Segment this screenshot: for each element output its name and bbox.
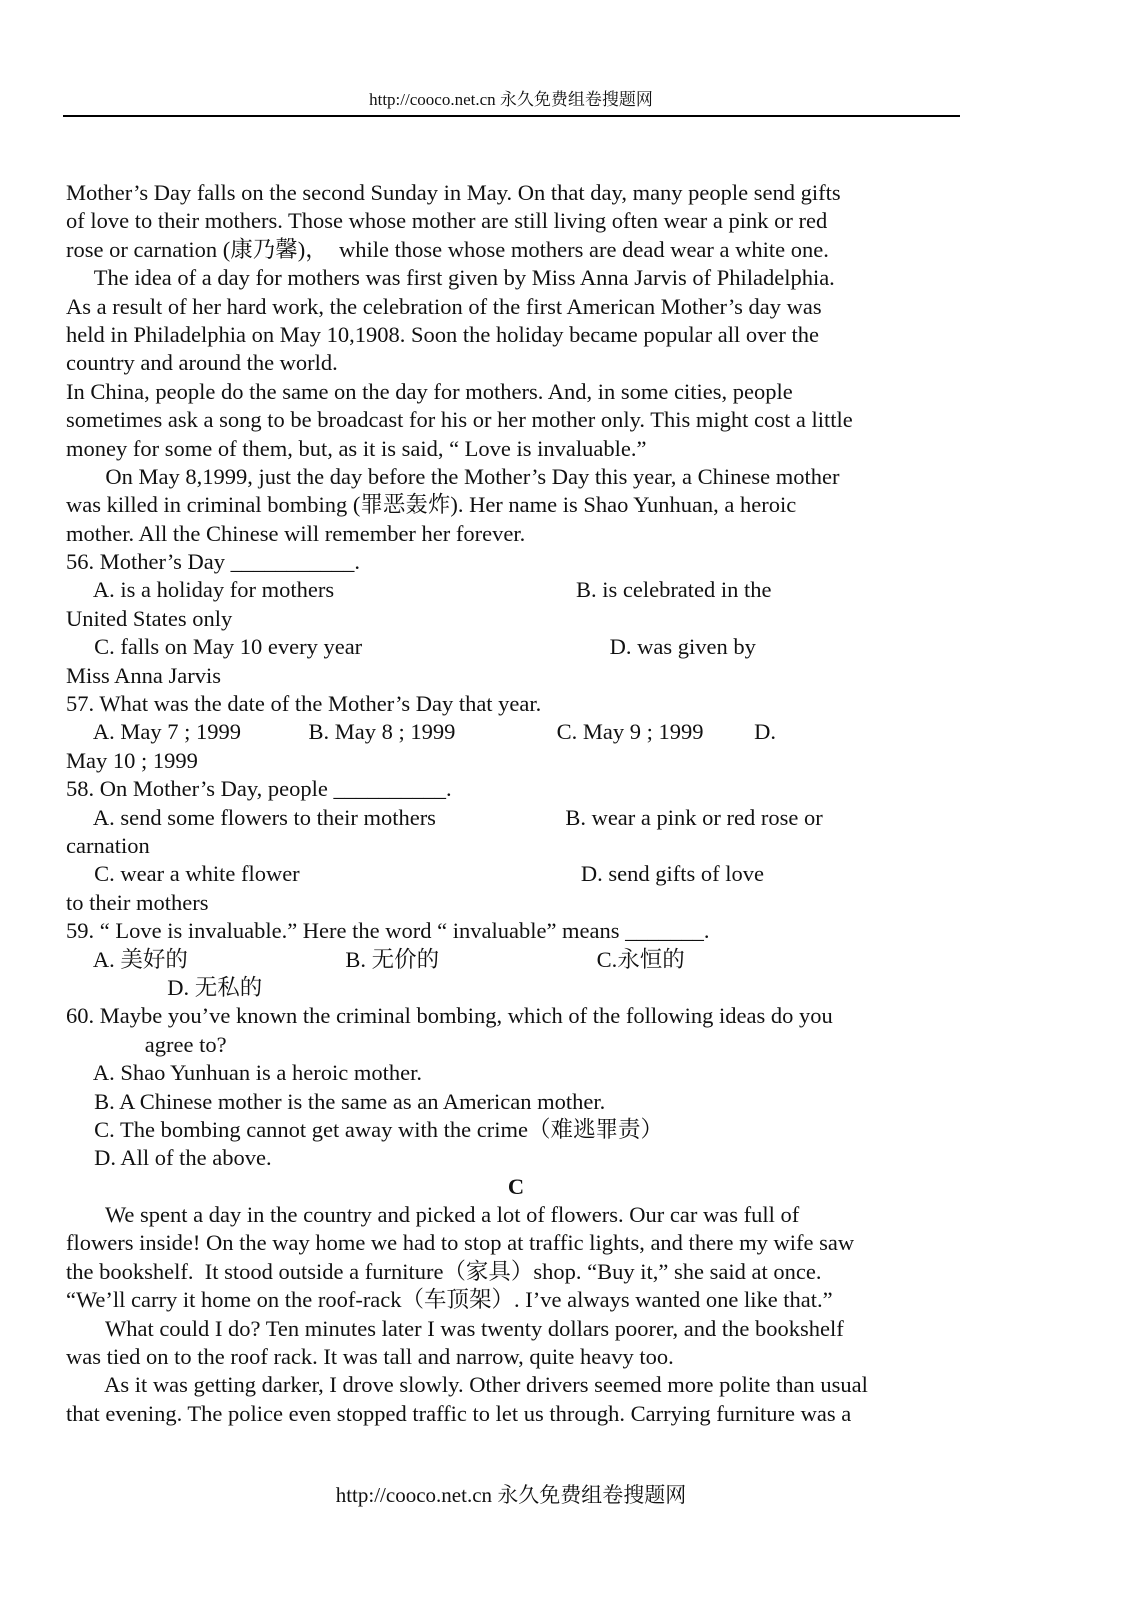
option-line: A. is a holiday for mothers B. is celebrated in the (66, 577, 772, 603)
text-line: The idea of a day for mothers was first given by Miss Anna Jarvis of Philadelphia. (66, 265, 835, 291)
option-line: Miss Anna Jarvis (66, 662, 222, 688)
text-line: mother. All the Chinese will remember her forever. (66, 520, 526, 546)
option-line: C. falls on May 10 every year D. was given by (66, 634, 756, 660)
option-line: A. Shao Yunhuan is a heroic mother. (66, 1060, 422, 1086)
text-line: What could I do? Ten minutes later I was twenty dollars poorer, and the bookshelf (66, 1315, 844, 1341)
question-56: 56. Mother’s Day ___________. (66, 549, 360, 575)
text-line: money for some of them, but, as it is said, “ Love is invaluable.” (66, 435, 647, 461)
section-heading-c: C (507, 1173, 525, 1199)
option-line: United States only (66, 605, 233, 631)
option-line: May 10 ; 1999 (66, 747, 198, 773)
text-line: “We’ll carry it home on the roof-rack（车顶架）. I’ve always wanted one like that.” (66, 1287, 833, 1313)
option-line: C. wear a white flower D. send gifts of love (66, 861, 765, 887)
text-line: flowers inside! On the way home we had to stop at traffic lights, and there my wife saw (66, 1230, 855, 1256)
option-line: A. send some flowers to their mothers B. wear a pink or red rose or (66, 804, 823, 830)
page-header: http://cooco.net.cn 永久免费组卷搜题网 (369, 90, 653, 109)
text-line: country and around the world. (66, 350, 338, 376)
question-58: 58. On Mother’s Day, people __________. (66, 776, 452, 802)
question-60-cont: agree to? (66, 1031, 227, 1057)
question-59: 59. “ Love is invaluable.” Here the word “ invaluable” means _______. (66, 918, 710, 944)
option-line: D. 无私的 (66, 974, 263, 1000)
question-60: 60. Maybe you’ve known the criminal bombing, which of the following ideas do you (66, 1003, 833, 1029)
option-line: B. A Chinese mother is the same as an American mother. (66, 1088, 606, 1114)
page-footer: http://cooco.net.cn 永久免费组卷搜题网 (335, 1483, 687, 1507)
option-line: D. All of the above. (66, 1145, 272, 1171)
text-line: was killed in criminal bombing (罪恶轰炸). Her name is Shao Yunhuan, a heroic (66, 492, 797, 518)
option-line: carnation (66, 832, 150, 858)
text-line: We spent a day in the country and picked a lot of flowers. Our car was full of (66, 1202, 800, 1228)
question-57: 57. What was the date of the Mother’s Day that year. (66, 691, 542, 717)
option-line: C. The bombing cannot get away with the crime（难逃罪责） (66, 1116, 663, 1142)
header-rule (63, 115, 960, 117)
text-line: Mother’s Day falls on the second Sunday in May. On that day, many people send gifts (66, 180, 841, 205)
text-line: rose or carnation (康乃馨)， while those whose mothers are dead wear a white one. (66, 236, 829, 262)
text-line: held in Philadelphia on May 10,1908. Soon the holiday became popular all over the (66, 321, 819, 347)
document-body (66, 179, 966, 1428)
text-line: As it was getting darker, I drove slowly. Other drivers seemed more polite than usual (66, 1372, 868, 1398)
text-line: the bookshelf. It stood outside a furniture（家具）shop. “Buy it,” she said at once. (66, 1258, 822, 1284)
text-line: that evening. The police even stopped traffic to let us through. Carrying furniture was a (66, 1400, 852, 1426)
text-line: of love to their mothers. Those whose mother are still living often wear a pink or red (66, 208, 828, 234)
text-line: On May 8,1999, just the day before the Mother’s Day this year, a Chinese mother (66, 463, 840, 489)
text-line: In China, people do the same on the day for mothers. And, in some cities, people (66, 378, 793, 404)
option-line: A. 美好的 B. 无价的 C.永恒的 (66, 946, 685, 972)
text-line: sometimes ask a song to be broadcast for his or her mother only. This might cost a little (66, 407, 853, 433)
text-line: was tied on to the roof rack. It was tall and narrow, quite heavy too. (66, 1344, 674, 1370)
text-line: As a result of her hard work, the celebration of the first American Mother’s day was (66, 293, 822, 319)
option-line: to their mothers (66, 889, 209, 915)
option-line: A. May 7 ; 1999 B. May 8 ; 1999 C. May 9 ; 1999 D. (66, 719, 777, 745)
